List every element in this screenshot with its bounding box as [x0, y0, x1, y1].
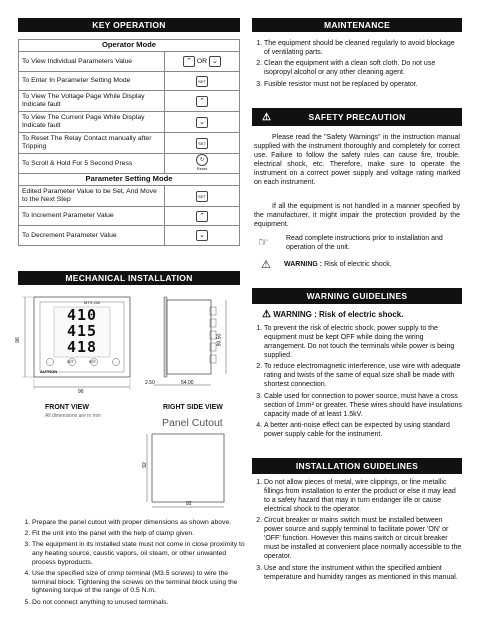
display-line: 418	[66, 338, 98, 356]
list-item: 3. Use and store the instrument within the specified ambient temperature and humidity ranges as mentioned in this manual.	[264, 565, 462, 583]
parameter-mode-title: Parameter Setting Mode	[19, 174, 240, 186]
list-item: 4. Use the specified size of crimp terminal (M3.5 screws) to wire the terminal block. Tightening the screws on the terminal block using the tightening torque of the range of 0.5 N.m.	[32, 570, 245, 596]
list-item: 5. Do not connect anything to unused terminals.	[32, 599, 245, 608]
safety-precaution-header: ⚠ SAFETY PRECAUTION	[252, 108, 462, 126]
table-row: To Increment Parameter Value ⌃	[19, 207, 240, 226]
warning-guidelines-list	[252, 325, 462, 442]
read-manual-icon: ☞	[258, 235, 269, 249]
safety-para-2: If all the equipment is not handled in a manner specified by the manufacturer, it might impair the protection provided by the equipment.	[254, 203, 460, 228]
reset-key-icon: ↻	[196, 154, 208, 166]
dim-front-height: 96	[14, 337, 21, 343]
warning-triangle-icon: ⚠	[262, 111, 272, 123]
dim-cutout-width: 92	[186, 501, 192, 507]
up-arrow-key-icon: ⌃	[196, 96, 208, 107]
warning-line: WARNING : Risk of electric shock.	[284, 261, 392, 268]
table-row: To Decrement Parameter Value ⌄	[19, 226, 240, 246]
maintenance-header: MAINTENANCE	[252, 18, 462, 32]
dim-side-flange: 2.50	[145, 380, 155, 386]
front-key-label: RST	[89, 360, 96, 364]
display-line: 410	[66, 306, 98, 324]
dims-note: All dimensions are in mm	[45, 413, 101, 419]
read-note: Read complete instructions prior to installation and operation of the unit.	[286, 235, 443, 251]
key-operation-title: KEY OPERATION	[92, 20, 166, 30]
dim-side-height: 90.50	[216, 333, 223, 347]
warning-heading: ⚠ WARNING : Risk of electric shock.	[262, 309, 404, 320]
list-item: 3. Fusible resistor must not be replaced by operator.	[264, 81, 462, 90]
side-view-drawing	[144, 293, 244, 395]
dim-side-depth: 54.00	[181, 380, 194, 386]
down-arrow-key-icon: ⌄	[209, 56, 221, 67]
key-operation-header	[18, 18, 240, 32]
list-item: 1. Prepare the panel cutout with proper dimensions as shown above.	[32, 519, 245, 528]
set-key-icon: SET	[196, 191, 208, 202]
table-row: To Enter In Parameter Setting Mode SET	[19, 72, 240, 91]
list-item: 2. Clean the equipment with a clean soft cloth. Do not use isopropyl alcohol or any other cleaning agent.	[264, 60, 462, 78]
display-line: 415	[66, 322, 98, 340]
front-view-label: FRONT VIEW	[45, 404, 89, 411]
list-item: 2. To reduce electromagnetic interference, use wire with adequate rating and twists of the same of equal size shall be made with shortest connection.	[264, 363, 462, 390]
safety-para-1: Please read the "Safety Warnings" in the instruction manual supplied with the instrument thoroughly and completely for correct use. Failure to follow the safety rules can cause fire, trouble, electrical shock, etc. Therefore, make sure to operate the instrument on a correct power supply and voltage rating marked on each instrument.	[254, 134, 460, 186]
maintenance-list	[252, 40, 462, 92]
installation-guidelines-list	[252, 479, 462, 585]
table-row: To View Individual Parameters Value ⌃ OR ⌄	[19, 52, 240, 72]
brand-logo: AUTRON	[40, 369, 58, 374]
meter-display	[54, 307, 110, 355]
list-item: 1. To prevent the risk of electric shock, power supply to the equipment must be kept OFF while doing the wiring arrangement. Do not touch the terminals while power is being supplied.	[264, 325, 462, 361]
mechanical-installation-header: MECHANICAL INSTALLATION	[18, 271, 240, 285]
front-button	[113, 359, 120, 366]
list-item: 2. Fit the unit into the panel with the help of clamp given.	[32, 530, 245, 539]
front-button	[47, 359, 54, 366]
list-item: 3. The equipment in its installed state must not come in close proximity to any heating source, caustic vapors, oil steam, or other unwanted process byproducts.	[32, 541, 245, 567]
panel-cutout-label: Panel Cutout	[162, 417, 223, 429]
warning-triangle-icon: ⚠	[261, 259, 271, 271]
table-row: Edited Parameter Value to be Set, And Move to the Next Step SET	[19, 186, 240, 207]
list-item: 3. Cable used for connection to power source, must have a cross section of 1mm² or greater. These wires should have insulations capacity made of at least 1.5kV.	[264, 393, 462, 420]
up-arrow-key-icon: ⌃	[196, 211, 208, 222]
table-row: To Scroll & Hold For 5 Second Press ↻ Reset	[19, 154, 240, 174]
down-arrow-key-icon: ⌄	[196, 117, 208, 128]
key-operation-table	[18, 39, 240, 246]
side-view-label: RIGHT SIDE VIEW	[163, 404, 223, 411]
list-item: 1. The equipment should be cleaned regularly to avoid blockage of ventilating parts.	[264, 40, 462, 58]
down-arrow-key-icon: ⌄	[196, 230, 208, 241]
table-row: To View The Current Page While Display Indicate fault ⌄	[19, 112, 240, 133]
up-arrow-key-icon: ⌃	[183, 56, 195, 67]
list-item: 2. Circuit breaker or mains switch must be installed between power source and supply terminal to facilitate power 'ON' or 'OFF' function. However this mains switch or circuit breaker must be installed at convenient place normally accessible to the operator.	[264, 517, 462, 562]
warning-triangle-icon: ⚠	[262, 309, 271, 320]
table-row: To Reset The Relay Contact manually after Tripping SET	[19, 133, 240, 154]
dim-cutout-height: 92	[141, 462, 148, 468]
list-item: 4. A better anti-noise effect can be expected by using standard power supply cable for the instrument.	[264, 422, 462, 440]
set-key-icon: SET	[196, 138, 208, 149]
dim-front-width: 96	[78, 389, 84, 395]
table-row: To View The Voltage Page While Display Indicate fault ⌃	[19, 91, 240, 112]
panel-cutout-drawing	[140, 428, 240, 512]
set-key-icon: SET	[196, 76, 208, 87]
meter-model: MTS 202	[84, 300, 101, 305]
installation-steps	[20, 519, 245, 610]
list-item: 1. Do not allow pieces of metal, wire clippings, or fine metallic fillings from installation to enter the product or else it may lead to a safety hazard that may in turn endanger life or cause electrical shock to the operator.	[264, 479, 462, 515]
warning-guidelines-header: WARNING GUIDELINES	[252, 288, 462, 304]
installation-guidelines-header: INSTALLATION GUIDELINES	[252, 458, 462, 474]
front-key-label: SET	[67, 360, 74, 364]
operator-mode-title: Operator Mode	[19, 40, 240, 52]
